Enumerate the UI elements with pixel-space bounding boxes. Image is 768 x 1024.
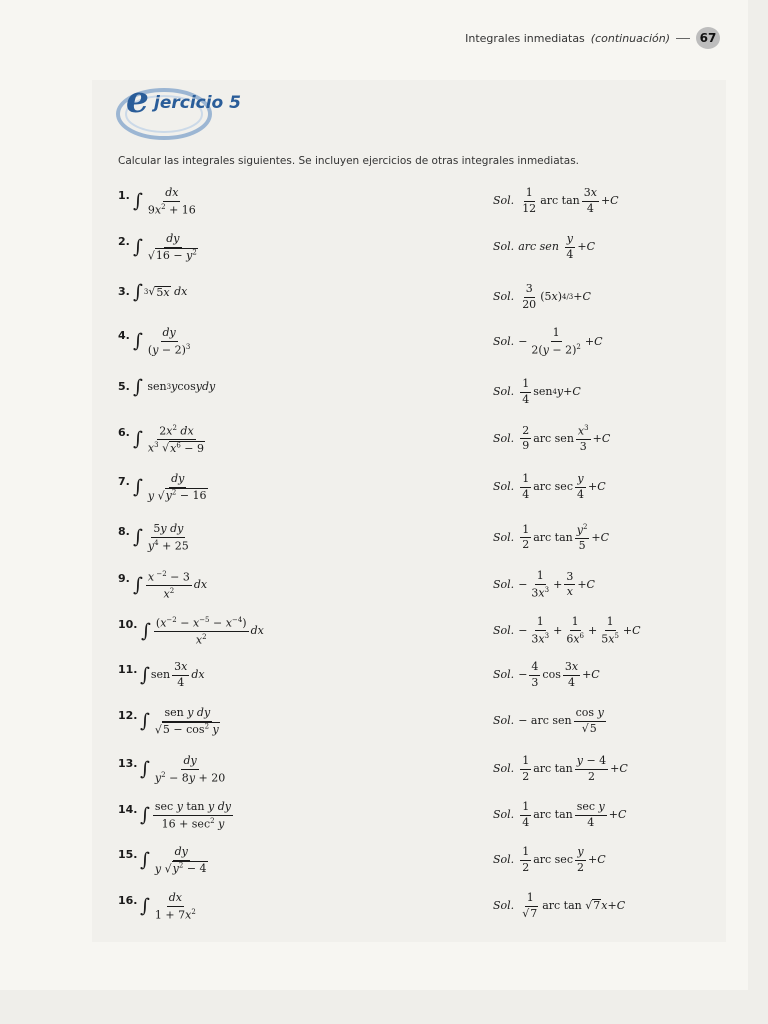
exercise-solution: Sol. − $\frac{4}{3}$ cos $\frac{3x}{4}$ + C bbox=[493, 660, 600, 689]
exercise-solution: Sol. $\frac{3}{20}$ (5 x ) 4/3 + C bbox=[493, 282, 591, 311]
logo-text: jercicio 5 bbox=[154, 93, 241, 113]
exercise-solution: Sol. − $\frac{1}{3x^3}$ + $\frac{1}{6x^6}$ + $\frac{1}{5x^5}$ + C bbox=[493, 615, 641, 646]
exercise-number: 11. bbox=[118, 663, 138, 676]
exercise-number: 16. bbox=[118, 894, 138, 907]
instructions: Calcular las integrales siguientes. Se incluyen ejercicios de otras integrales inmediatas. bbox=[118, 155, 580, 167]
exercise-number: 14. bbox=[118, 803, 138, 816]
exercise-solution: Sol. $\frac{1}{2}$ arc tan $\frac{y - 4}{2}$ + C bbox=[493, 754, 628, 783]
exercise-integral: ∫ $\frac{dx}{9x^2 + 16}$ bbox=[133, 186, 196, 217]
exercise-number: 6. bbox=[118, 426, 130, 439]
exercise-solution: Sol. − $\frac{1}{3x^3}$ + $\frac{3}{x}$ + C bbox=[493, 569, 595, 600]
exercise-solution: Sol. $\frac{2}{9}$ arc sen $\frac{x^3}{3}$ + C bbox=[493, 423, 611, 454]
exercise-number: 4. bbox=[118, 329, 130, 342]
exercise-number: 1. bbox=[118, 189, 130, 202]
exercise-integral: ∫ sen 3 y cos y dy bbox=[133, 376, 216, 398]
exercise-number: 8. bbox=[118, 525, 130, 538]
exercise-integral: ∫ $\frac{\text{sec y tan y dy}}{16 + \sec^2 y}$ bbox=[140, 800, 231, 831]
exercise-number: 2. bbox=[118, 235, 130, 248]
exercise-number: 13. bbox=[118, 757, 138, 770]
exercise-number: 12. bbox=[118, 709, 138, 722]
exercise-integral: ∫ $\frac{dx}{1 + 7x^2}$ bbox=[140, 891, 196, 922]
ejercicio-logo bbox=[112, 76, 292, 146]
header-dash bbox=[676, 38, 690, 39]
exercise-integral: ∫ 3 √ 5x dx bbox=[133, 281, 188, 303]
exercise-integral: ∫ $\frac{dy}{√16 - y^2}$ bbox=[133, 232, 197, 263]
exercise-integral: ∫ $\frac{2x^2 dx}{x^3 √x^6 - 9}$ bbox=[133, 424, 205, 455]
exercise-integral: ∫ $\frac{dy}{y √y^2 - 16}$ bbox=[133, 472, 207, 503]
exercise-number: 7. bbox=[118, 475, 130, 488]
svg-text:e: e bbox=[126, 79, 149, 121]
exercise-integral: ∫ $\frac{dy}{y^2 - 8y + 20}$ bbox=[140, 754, 226, 785]
page-number: 67 bbox=[696, 27, 720, 49]
exercise-integral: ∫ sen $\frac{3x}{4}$ dx bbox=[140, 660, 205, 689]
exercise-solution: Sol. arc sen $\frac{y}{4}$ + C bbox=[493, 232, 596, 261]
exercise-integral: ∫ $\frac{\text{sen y dy}}{√5 - \cos^2 y}$ bbox=[140, 706, 219, 737]
exercise-number: 9. bbox=[118, 572, 130, 585]
exercise-solution: Sol. $\frac{1}{2}$ arc sec $\frac{y}{2}$ + C bbox=[493, 845, 606, 874]
exercise-number: 3. bbox=[118, 285, 130, 298]
exercise-solution: Sol. $\frac{1}{12}$ arc tan $\frac{3x}{4}$ + C bbox=[493, 186, 619, 215]
exercise-number: 15. bbox=[118, 848, 138, 861]
exercise-solution: Sol. $\frac{1}{2}$ arc tan $\frac{y^2}{5}$ + C bbox=[493, 522, 610, 553]
exercise-solution: Sol. $\frac{1}{4}$ arc sec $\frac{y}{4}$ + C bbox=[493, 472, 606, 501]
header-title: Integrales inmediatas bbox=[465, 31, 585, 45]
exercise-number: 5. bbox=[118, 380, 130, 393]
exercise-number: 10. bbox=[118, 618, 138, 631]
exercise-solution: Sol. − $\frac{1}{2(y - 2)^2}$ + C bbox=[493, 326, 603, 357]
exercise-integral: ∫ $\frac{dy}{y √y^2 - 4}$ bbox=[140, 845, 207, 876]
exercise-integral: ∫ $\frac{(x^{-2} - x^{-5} - x^{-4})}{x^2}$ dx bbox=[141, 616, 264, 647]
exercise-solution: Sol. $\frac{1}{4}$ arc tan $\frac{\text{sec y}}{4}$ + C bbox=[493, 800, 627, 829]
exercise-integral: ∫ $\frac{x ^{-2} - 3}{x^2}$ dx bbox=[133, 570, 208, 601]
exercise-solution: Sol. $\frac{1}{4}$ sen 4 y + C bbox=[493, 377, 581, 406]
exercise-solution: Sol. − arc sen $\frac{\text{cos y}}{√5}$ bbox=[493, 706, 604, 735]
exercise-solution: Sol. $\frac{1}{√7}$ arc tan √ 7 x + C bbox=[493, 891, 626, 920]
exercise-integral: ∫ $\frac{\text{5y dy}}{y^4 + 25}$ bbox=[133, 522, 189, 553]
exercise-integral: ∫ $\frac{dy}{(y - 2)^3}$ bbox=[133, 326, 191, 357]
page-header bbox=[465, 27, 720, 49]
header-subtitle: (continuación) bbox=[590, 31, 670, 45]
